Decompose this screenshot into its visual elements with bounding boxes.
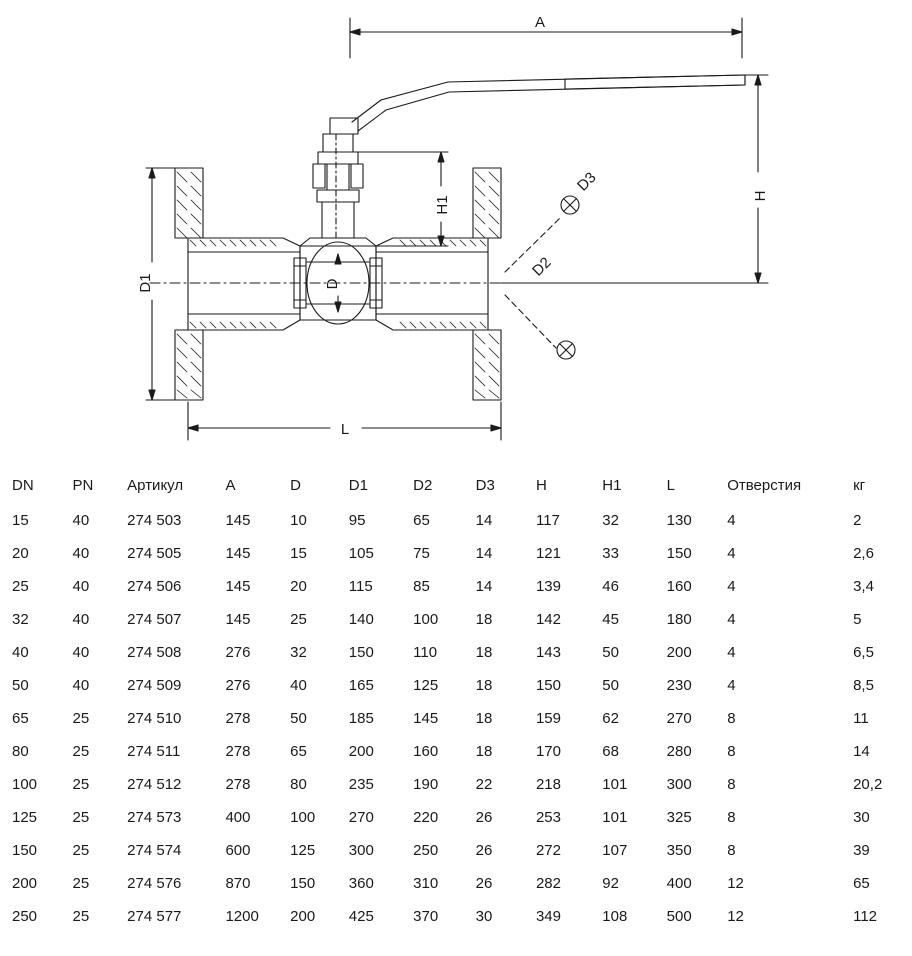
cell-pn: 25 bbox=[72, 776, 90, 793]
cell-h1: 101 bbox=[602, 776, 628, 793]
cell-d1: 140 bbox=[348, 611, 374, 628]
cell-d3: 14 bbox=[475, 578, 493, 595]
dimension-label-d3: D3 bbox=[574, 169, 600, 195]
table-row bbox=[0, 768, 912, 801]
cell-h: 253 bbox=[535, 809, 561, 826]
cell-a: 276 bbox=[225, 644, 251, 661]
cell-a: 278 bbox=[225, 743, 251, 760]
cell-weight: 6,5 bbox=[853, 644, 874, 661]
cell-d1: 185 bbox=[348, 710, 374, 727]
cell-d1: 115 bbox=[348, 578, 373, 595]
table-row bbox=[0, 504, 912, 537]
cell-dn: 65 bbox=[12, 710, 29, 727]
cell-weight: 8,5 bbox=[853, 677, 874, 694]
column-header-h1: H1 bbox=[602, 477, 622, 494]
valve-lever bbox=[330, 75, 745, 134]
cell-d: 125 bbox=[290, 842, 316, 859]
cell-holes: 4 bbox=[727, 545, 736, 562]
table-row bbox=[0, 867, 912, 900]
cell-dn: 25 bbox=[12, 578, 29, 595]
cell-a: 145 bbox=[225, 578, 251, 595]
cell-dn: 50 bbox=[12, 677, 29, 694]
cell-holes: 8 bbox=[727, 776, 736, 793]
cell-pn: 25 bbox=[72, 809, 90, 826]
cell-weight: 39 bbox=[853, 842, 870, 859]
table-row bbox=[0, 669, 912, 702]
cell-d: 80 bbox=[290, 776, 307, 793]
cell-dn: 150 bbox=[12, 842, 38, 859]
cell-l: 200 bbox=[666, 644, 692, 661]
cell-d3: 26 bbox=[475, 809, 493, 826]
cell-l: 280 bbox=[666, 743, 692, 760]
cell-d2: 190 bbox=[413, 776, 439, 793]
cell-d2: 250 bbox=[413, 842, 439, 859]
cell-holes: 8 bbox=[727, 809, 736, 826]
cell-h: 170 bbox=[535, 743, 561, 760]
cell-h1: 68 bbox=[602, 743, 619, 760]
column-header-weight: кг bbox=[853, 477, 866, 494]
dimension-label-h: H bbox=[752, 190, 769, 202]
cell-d2: 370 bbox=[413, 908, 439, 925]
cell-weight: 3,4 bbox=[853, 578, 874, 595]
cell-dn: 125 bbox=[12, 809, 38, 826]
cell-l: 160 bbox=[666, 578, 692, 595]
cell-l: 150 bbox=[666, 545, 692, 562]
cell-h1: 45 bbox=[602, 611, 619, 628]
cell-h: 117 bbox=[535, 512, 560, 529]
cell-d3: 22 bbox=[475, 776, 493, 793]
cell-weight: 2,6 bbox=[853, 545, 874, 562]
cell-holes: 12 bbox=[727, 875, 744, 892]
cell-d: 20 bbox=[290, 578, 307, 595]
cell-dn: 15 bbox=[12, 512, 29, 529]
cell-weight: 20,2 bbox=[853, 776, 883, 793]
cell-d: 65 bbox=[290, 743, 307, 760]
cell-d: 100 bbox=[290, 809, 316, 826]
cell-d1: 360 bbox=[348, 875, 374, 892]
cell-l: 270 bbox=[666, 710, 692, 727]
cell-weight: 2 bbox=[853, 512, 862, 529]
cell-holes: 12 bbox=[727, 908, 744, 925]
cell-dn: 80 bbox=[12, 743, 29, 760]
cell-d: 15 bbox=[290, 545, 307, 562]
cell-d1: 425 bbox=[348, 908, 374, 925]
table-row bbox=[0, 900, 912, 933]
cell-d: 50 bbox=[290, 710, 307, 727]
cell-h: 142 bbox=[535, 611, 561, 628]
table-header bbox=[0, 470, 912, 504]
cell-holes: 4 bbox=[727, 578, 736, 595]
cell-pn: 40 bbox=[72, 611, 90, 628]
table-row bbox=[0, 537, 912, 570]
dimension-h-line bbox=[530, 75, 768, 283]
column-header-a: A bbox=[225, 477, 236, 494]
cell-l: 130 bbox=[666, 512, 692, 529]
column-header-d3: D3 bbox=[475, 477, 495, 494]
cell-pn: 25 bbox=[72, 710, 90, 727]
cell-h: 272 bbox=[535, 842, 561, 859]
cell-h1: 46 bbox=[602, 578, 619, 595]
cell-h: 150 bbox=[535, 677, 561, 694]
cell-dn: 20 bbox=[12, 545, 29, 562]
table-row bbox=[0, 636, 912, 669]
cell-a: 870 bbox=[225, 875, 251, 892]
cell-dn: 32 bbox=[12, 611, 29, 628]
column-header-article: Артикул bbox=[127, 477, 184, 494]
cell-pn: 40 bbox=[72, 578, 90, 595]
cell-article: 274 511 bbox=[127, 743, 181, 760]
cell-weight: 30 bbox=[853, 809, 870, 826]
cell-d3: 26 bbox=[475, 875, 493, 892]
dimension-a-line bbox=[350, 18, 742, 58]
cell-dn: 100 bbox=[12, 776, 38, 793]
table-row bbox=[0, 570, 912, 603]
cell-a: 278 bbox=[225, 710, 251, 727]
cell-h1: 50 bbox=[602, 677, 619, 694]
cell-weight: 14 bbox=[853, 743, 870, 760]
cell-holes: 4 bbox=[727, 611, 736, 628]
cell-h1: 62 bbox=[602, 710, 619, 727]
cell-weight: 5 bbox=[853, 611, 862, 628]
cell-a: 145 bbox=[225, 611, 251, 628]
valve-dimension-drawing bbox=[0, 0, 912, 462]
column-header-d2: D2 bbox=[413, 477, 433, 494]
cell-pn: 40 bbox=[72, 545, 90, 562]
column-header-h: H bbox=[535, 477, 547, 494]
table-header-row bbox=[0, 470, 912, 504]
cell-h: 143 bbox=[535, 644, 561, 661]
cell-a: 145 bbox=[225, 545, 251, 562]
cell-l: 300 bbox=[666, 776, 692, 793]
cell-h: 159 bbox=[535, 710, 561, 727]
cell-pn: 25 bbox=[72, 842, 90, 859]
cell-pn: 25 bbox=[72, 908, 90, 925]
cell-a: 145 bbox=[225, 512, 251, 529]
cell-l: 400 bbox=[666, 875, 692, 892]
cell-article: 274 512 bbox=[127, 776, 182, 793]
cell-d3: 26 bbox=[475, 842, 493, 859]
cell-d2: 110 bbox=[413, 644, 438, 661]
cell-d3: 18 bbox=[475, 644, 493, 661]
cell-d2: 160 bbox=[413, 743, 439, 760]
cell-article: 274 576 bbox=[127, 875, 182, 892]
cell-l: 180 bbox=[666, 611, 692, 628]
cell-d2: 85 bbox=[413, 578, 430, 595]
cell-d3: 18 bbox=[475, 710, 493, 727]
cell-d3: 18 bbox=[475, 611, 493, 628]
cell-h1: 50 bbox=[602, 644, 619, 661]
cell-h: 218 bbox=[535, 776, 561, 793]
cell-l: 230 bbox=[666, 677, 692, 694]
column-header-pn: PN bbox=[72, 477, 94, 494]
valve-stem bbox=[313, 134, 363, 238]
cell-pn: 40 bbox=[72, 677, 90, 694]
dimension-label-l: L bbox=[340, 421, 350, 438]
cell-d1: 235 bbox=[348, 776, 374, 793]
cell-d: 25 bbox=[290, 611, 307, 628]
cell-d1: 150 bbox=[348, 644, 374, 661]
cell-h: 349 bbox=[535, 908, 561, 925]
cell-h: 282 bbox=[535, 875, 561, 892]
specifications-table bbox=[0, 470, 912, 933]
cell-dn: 40 bbox=[12, 644, 29, 661]
cell-h1: 101 bbox=[602, 809, 628, 826]
cell-article: 274 507 bbox=[127, 611, 182, 628]
cell-article: 274 503 bbox=[127, 512, 182, 529]
cell-holes: 4 bbox=[727, 677, 736, 694]
cell-l: 500 bbox=[666, 908, 692, 925]
cell-pn: 40 bbox=[72, 644, 90, 661]
cell-d: 150 bbox=[290, 875, 316, 892]
dimension-label-d2: D2 bbox=[529, 254, 555, 280]
cell-d1: 95 bbox=[348, 512, 366, 529]
cell-d3: 14 bbox=[475, 512, 493, 529]
drawing-svg bbox=[0, 0, 912, 462]
table-row bbox=[0, 834, 912, 867]
cell-d1: 165 bbox=[348, 677, 374, 694]
cell-d1: 300 bbox=[348, 842, 374, 859]
cell-d3: 14 bbox=[475, 545, 493, 562]
cell-h1: 108 bbox=[602, 908, 628, 925]
cell-l: 350 bbox=[666, 842, 692, 859]
cell-holes: 8 bbox=[727, 710, 736, 727]
table-body bbox=[0, 504, 912, 933]
dimension-label-a: A bbox=[534, 14, 546, 31]
dimension-d2-d3-leaders bbox=[501, 196, 700, 359]
cell-d2: 65 bbox=[413, 512, 430, 529]
cell-article: 274 574 bbox=[127, 842, 182, 859]
column-header-d: D bbox=[290, 477, 301, 494]
dimension-label-h1: H1 bbox=[434, 195, 451, 215]
cell-d: 10 bbox=[290, 512, 307, 529]
column-header-l: L bbox=[666, 477, 676, 494]
cell-d3: 18 bbox=[475, 677, 493, 694]
cell-holes: 8 bbox=[727, 743, 736, 760]
column-header-dn: DN bbox=[12, 477, 34, 494]
cell-article: 274 505 bbox=[127, 545, 182, 562]
cell-pn: 25 bbox=[72, 875, 90, 892]
cell-article: 274 510 bbox=[127, 710, 182, 727]
table-row bbox=[0, 702, 912, 735]
cell-d3: 18 bbox=[475, 743, 493, 760]
cell-d: 200 bbox=[290, 908, 316, 925]
cell-d1: 105 bbox=[348, 545, 374, 562]
cell-article: 274 577 bbox=[127, 908, 182, 925]
cell-article: 274 573 bbox=[127, 809, 182, 826]
dimension-label-d1: D1 bbox=[137, 273, 154, 293]
cell-h: 139 bbox=[535, 578, 561, 595]
cell-d2: 125 bbox=[413, 677, 439, 694]
cell-holes: 4 bbox=[727, 512, 736, 529]
cell-d1: 200 bbox=[348, 743, 374, 760]
cell-dn: 200 bbox=[12, 875, 38, 892]
cell-dn: 250 bbox=[12, 908, 38, 925]
cell-pn: 40 bbox=[72, 512, 90, 529]
cell-d2: 310 bbox=[413, 875, 439, 892]
cell-h1: 33 bbox=[602, 545, 619, 562]
column-header-d1: D1 bbox=[348, 477, 368, 494]
cell-d1: 270 bbox=[348, 809, 374, 826]
cell-weight: 11 bbox=[853, 710, 869, 727]
table-row bbox=[0, 801, 912, 834]
cell-d2: 145 bbox=[413, 710, 439, 727]
cell-d2: 100 bbox=[413, 611, 439, 628]
cell-a: 278 bbox=[225, 776, 251, 793]
cell-h1: 107 bbox=[602, 842, 628, 859]
cell-pn: 25 bbox=[72, 743, 90, 760]
cell-l: 325 bbox=[666, 809, 692, 826]
cell-article: 274 509 bbox=[127, 677, 182, 694]
cell-d2: 75 bbox=[413, 545, 430, 562]
cell-a: 400 bbox=[225, 809, 251, 826]
cell-h: 121 bbox=[535, 545, 561, 562]
cell-a: 1200 bbox=[225, 908, 259, 925]
cell-article: 274 508 bbox=[127, 644, 182, 661]
cell-h1: 32 bbox=[602, 512, 619, 529]
cell-article: 274 506 bbox=[127, 578, 182, 595]
table-row bbox=[0, 603, 912, 636]
cell-h1: 92 bbox=[602, 875, 619, 892]
column-header-holes: Отверстия bbox=[727, 477, 802, 494]
cell-holes: 4 bbox=[727, 644, 736, 661]
cell-d2: 220 bbox=[413, 809, 439, 826]
cell-weight: 112 bbox=[853, 908, 878, 925]
cell-holes: 8 bbox=[727, 842, 736, 859]
cell-d: 40 bbox=[290, 677, 307, 694]
cell-d3: 30 bbox=[475, 908, 493, 925]
cell-weight: 65 bbox=[853, 875, 870, 892]
dimension-label-d: D bbox=[324, 278, 341, 290]
cell-d: 32 bbox=[290, 644, 307, 661]
cell-a: 276 bbox=[225, 677, 251, 694]
cell-a: 600 bbox=[225, 842, 251, 859]
table-row bbox=[0, 735, 912, 768]
